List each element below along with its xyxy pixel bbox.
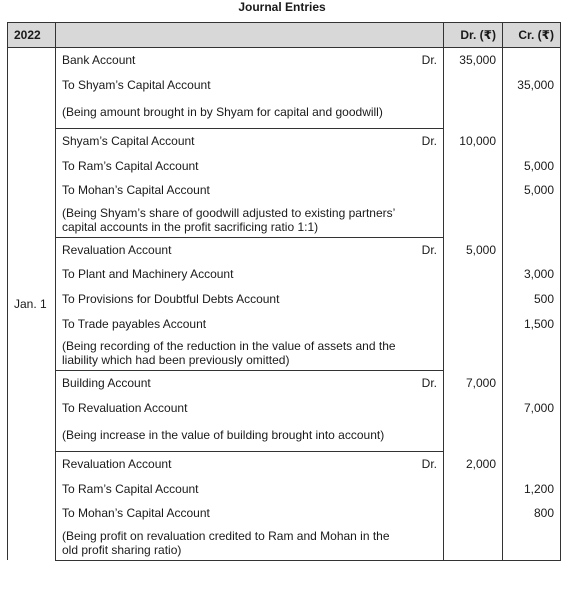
credit-amount — [503, 237, 561, 262]
credit-account: To Ram’s Capital Account — [56, 476, 412, 501]
credit-row — [8, 153, 561, 178]
narration-text: (Being amount brought in by Shyam for capital and goodwill) — [56, 97, 412, 128]
dr-label-cell — [412, 203, 444, 238]
credit-amount — [503, 370, 561, 395]
debit-amount — [444, 311, 503, 336]
credit-amount: 800 — [503, 501, 561, 526]
credit-account: To Revaluation Account — [56, 396, 412, 421]
debit-amount — [444, 501, 503, 526]
dr-label-cell — [412, 336, 444, 371]
credit-amount — [503, 97, 561, 128]
credit-row — [8, 73, 561, 98]
dr-label-cell — [412, 311, 444, 336]
credit-row — [8, 476, 561, 501]
page-title: Journal Entries — [238, 0, 326, 14]
entry-date: Jan. 1 — [8, 48, 56, 561]
narration-text: (Being recording of the reduction in the value of assets and the liability which had been previously omitted) — [56, 336, 412, 371]
credit-account: To Provisions for Doubtful Debts Account — [56, 287, 412, 312]
journal-body — [8, 48, 561, 561]
credit-amount — [503, 420, 561, 451]
debit-row — [8, 451, 561, 476]
narration-text: (Being increase in the value of building brought into account) — [56, 420, 412, 451]
debit-amount — [444, 262, 503, 287]
credit-row — [8, 262, 561, 287]
dr-label-cell: Dr. — [412, 451, 444, 476]
dr-label-cell: Dr. — [412, 370, 444, 395]
credit-amount — [503, 451, 561, 476]
credit-row — [8, 501, 561, 526]
credit-amount: 1,200 — [503, 476, 561, 501]
dr-label-cell — [412, 287, 444, 312]
credit-amount: 5,000 — [503, 153, 561, 178]
narration-text: (Being profit on revaluation credited to Ram and Mohan in the old profit sharing ratio) — [56, 526, 412, 561]
debit-account: Building Account — [56, 370, 412, 395]
dr-label-cell — [412, 526, 444, 561]
credit-amount — [503, 336, 561, 371]
dr-label-cell — [412, 73, 444, 98]
credit-row — [8, 396, 561, 421]
debit-account: Revaluation Account — [56, 237, 412, 262]
credit-amount: 7,000 — [503, 396, 561, 421]
credit-row — [8, 178, 561, 203]
credit-amount: 3,000 — [503, 262, 561, 287]
dr-label-cell — [412, 153, 444, 178]
credit-account: To Mohan’s Capital Account — [56, 178, 412, 203]
narration-row — [8, 97, 561, 128]
debit-row — [8, 370, 561, 395]
debit-amount — [444, 476, 503, 501]
debit-amount: 2,000 — [444, 451, 503, 476]
credit-amount — [503, 526, 561, 561]
dr-label-cell: Dr. — [421, 53, 437, 68]
debit-amount — [444, 526, 503, 561]
table-header-row — [8, 23, 561, 48]
credit-row — [8, 311, 561, 336]
credit-account: To Plant and Machinery Account — [56, 262, 412, 287]
dr-label-cell — [412, 97, 444, 128]
dr-label-cell: Dr. — [412, 237, 444, 262]
credit-amount — [503, 203, 561, 238]
credit-amount — [503, 128, 561, 153]
dr-label-cell — [412, 262, 444, 287]
debit-account: Shyam’s Capital Account — [56, 128, 412, 153]
debit-amount: 10,000 — [444, 128, 503, 153]
debit-amount: 7,000 — [444, 370, 503, 395]
debit-row — [8, 128, 561, 153]
debit-amount: 35,000 — [444, 48, 503, 73]
debit-amount — [444, 396, 503, 421]
dr-label-cell — [412, 501, 444, 526]
debit-row — [8, 237, 561, 262]
debit-account: Revaluation Account — [56, 451, 412, 476]
narration-row — [8, 336, 561, 371]
credit-account: To Ram’s Capital Account — [56, 153, 412, 178]
debit-row — [8, 48, 561, 73]
credit-account: To Mohan’s Capital Account — [56, 501, 412, 526]
debit-amount — [444, 287, 503, 312]
dr-label-cell — [412, 178, 444, 203]
debit-amount — [444, 153, 503, 178]
debit-amount — [444, 203, 503, 238]
narration-row — [8, 420, 561, 451]
debit-amount — [444, 97, 503, 128]
credit-amount: 35,000 — [503, 73, 561, 98]
narration-text: (Being Shyam’s share of goodwill adjusted to existing partners’ capital accounts in the profit sacrificing ratio 1:1) — [56, 203, 412, 238]
credit-row — [8, 287, 561, 312]
debit-header: Dr. (₹) — [444, 23, 503, 48]
credit-account: To Trade payables Account — [56, 311, 412, 336]
dr-label-cell — [412, 476, 444, 501]
credit-account: To Shyam’s Capital Account — [56, 73, 412, 98]
debit-account: Bank Account — [56, 48, 412, 73]
debit-amount — [444, 420, 503, 451]
debit-amount — [444, 336, 503, 371]
journal-table — [7, 22, 561, 561]
year-header: 2022 — [8, 23, 56, 48]
dr-label-cell: Dr. — [412, 128, 444, 153]
narration-row — [8, 526, 561, 561]
dr-label-cell — [412, 420, 444, 451]
credit-amount: 1,500 — [503, 311, 561, 336]
particulars-header — [56, 23, 444, 48]
credit-amount — [503, 48, 561, 73]
dr-label-cell — [412, 396, 444, 421]
narration-row — [8, 203, 561, 238]
credit-amount: 500 — [503, 287, 561, 312]
credit-header: Cr. (₹) — [503, 23, 561, 48]
credit-amount: 5,000 — [503, 178, 561, 203]
debit-amount — [444, 178, 503, 203]
debit-amount: 5,000 — [444, 237, 503, 262]
debit-amount — [444, 73, 503, 98]
